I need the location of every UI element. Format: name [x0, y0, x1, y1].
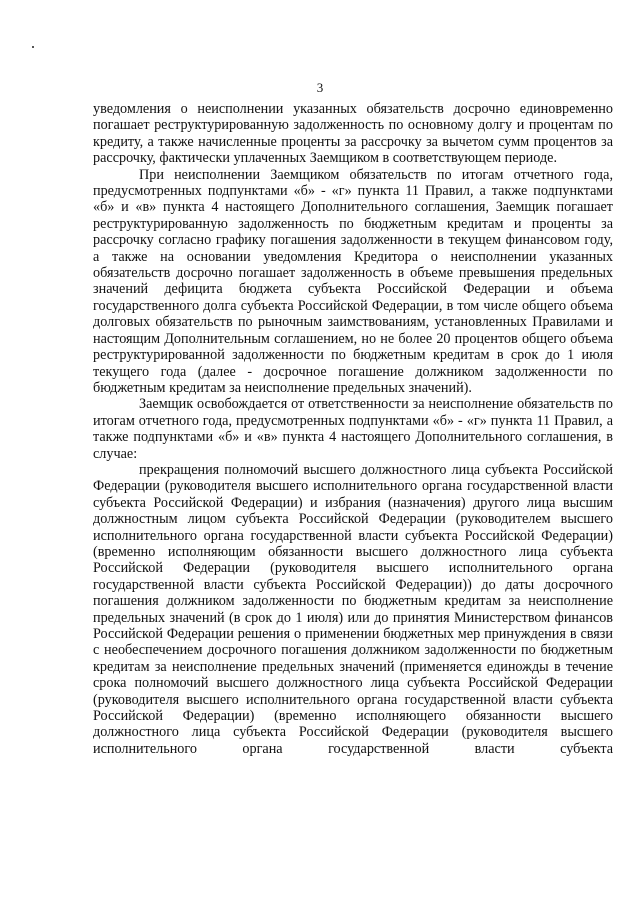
- scan-speck: [32, 46, 34, 48]
- paragraph-termination-of-powers: прекращения полномочий высшего должностного лица субъекта Российской Федерации (руководителя высшего исполнительного органа государственной власти субъекта Российской Федерации) и избрания (назначения) другого лица высшим должностным лицом субъекта Российской Федерации (руководителем высшего исполнительного органа государственной власти субъекта Российской Федерации) (временно исполняющим обязанности высшего должностного лица субъекта Российской Федерации (руководителя высшего исполнительного органа государственной власти субъекта Российской Федерации)) до даты досрочного погашения должником задолженности по бюджетным кредитам за неисполнение предельных значений (в срок до 1 июля) или до принятия Министерством финансов Российской Федерации решения о применении бюджетных мер принуждения в связи с необеспечением досрочного погашения должником задолженности по бюджетным кредитам за неисполнение предельных значений (применяется единожды в течение срока полномочий высшего должностного лица субъекта Российской Федерации (руководителя высшего исполнительного органа государственной власти субъекта Российской Федерации) (временно исполняющего обязанности высшего должностного лица субъекта Российской Федерации (руководителя высшего исполнительного органа государственной власти субъекта: [93, 461, 613, 757]
- document-body: [93, 101, 613, 757]
- page-number: 3: [316, 80, 324, 95]
- paragraph-early-repayment-notice: уведомления о неисполнении указанных обязательств досрочно единовременно погашает реструктурированную задолженность по основному долгу и процентам по кредиту, а также начисленные проценты за рассрочку за вычетом сумм процентов за рассрочку, фактически уплаченных Заемщиком в соответствующем периоде.: [93, 101, 613, 167]
- paragraph-non-fulfilment-obligations: При неисполнении Заемщиком обязательств по итогам отчетного года, предусмотренных подпунктами «б» - «г» пункта 11 Правил, а также подпунктами «б» и «в» пункта 4 настоящего Дополнительного соглашения, Заемщик погашает реструктурированную задолженность по бюджетным кредитам и проценты за рассрочку согласно графику погашения задолженности в текущем финансовом году, а также на основании уведомления Кредитора о неисполнении указанных обязательств досрочно погашает задолженность в объеме превышения предельных значений дефицита бюджета субъекта Российской Федерации и объема государственного долга субъекта Российской Федерации, в том числе общего объема долговых обязательств по рыночным заимствованиям, установленных Правилами и настоящим Дополнительным соглашением, но не более 20 процентов общего объема реструктурированной задолженности по бюджетным кредитам в срок до 1 июля текущего года (далее - досрочное погашение должником задолженности по бюджетным кредитам за неисполнение предельных значений).: [93, 166, 613, 396]
- paragraph-exemption-from-liability: Заемщик освобождается от ответственности за неисполнение обязательств по итогам отчетного года, предусмотренных подпунктами «б» - «г» пункта 11 Правил, а также подпунктами «б» и «в» пункта 4 настоящего Дополнительного соглашения, в случае:: [93, 396, 613, 462]
